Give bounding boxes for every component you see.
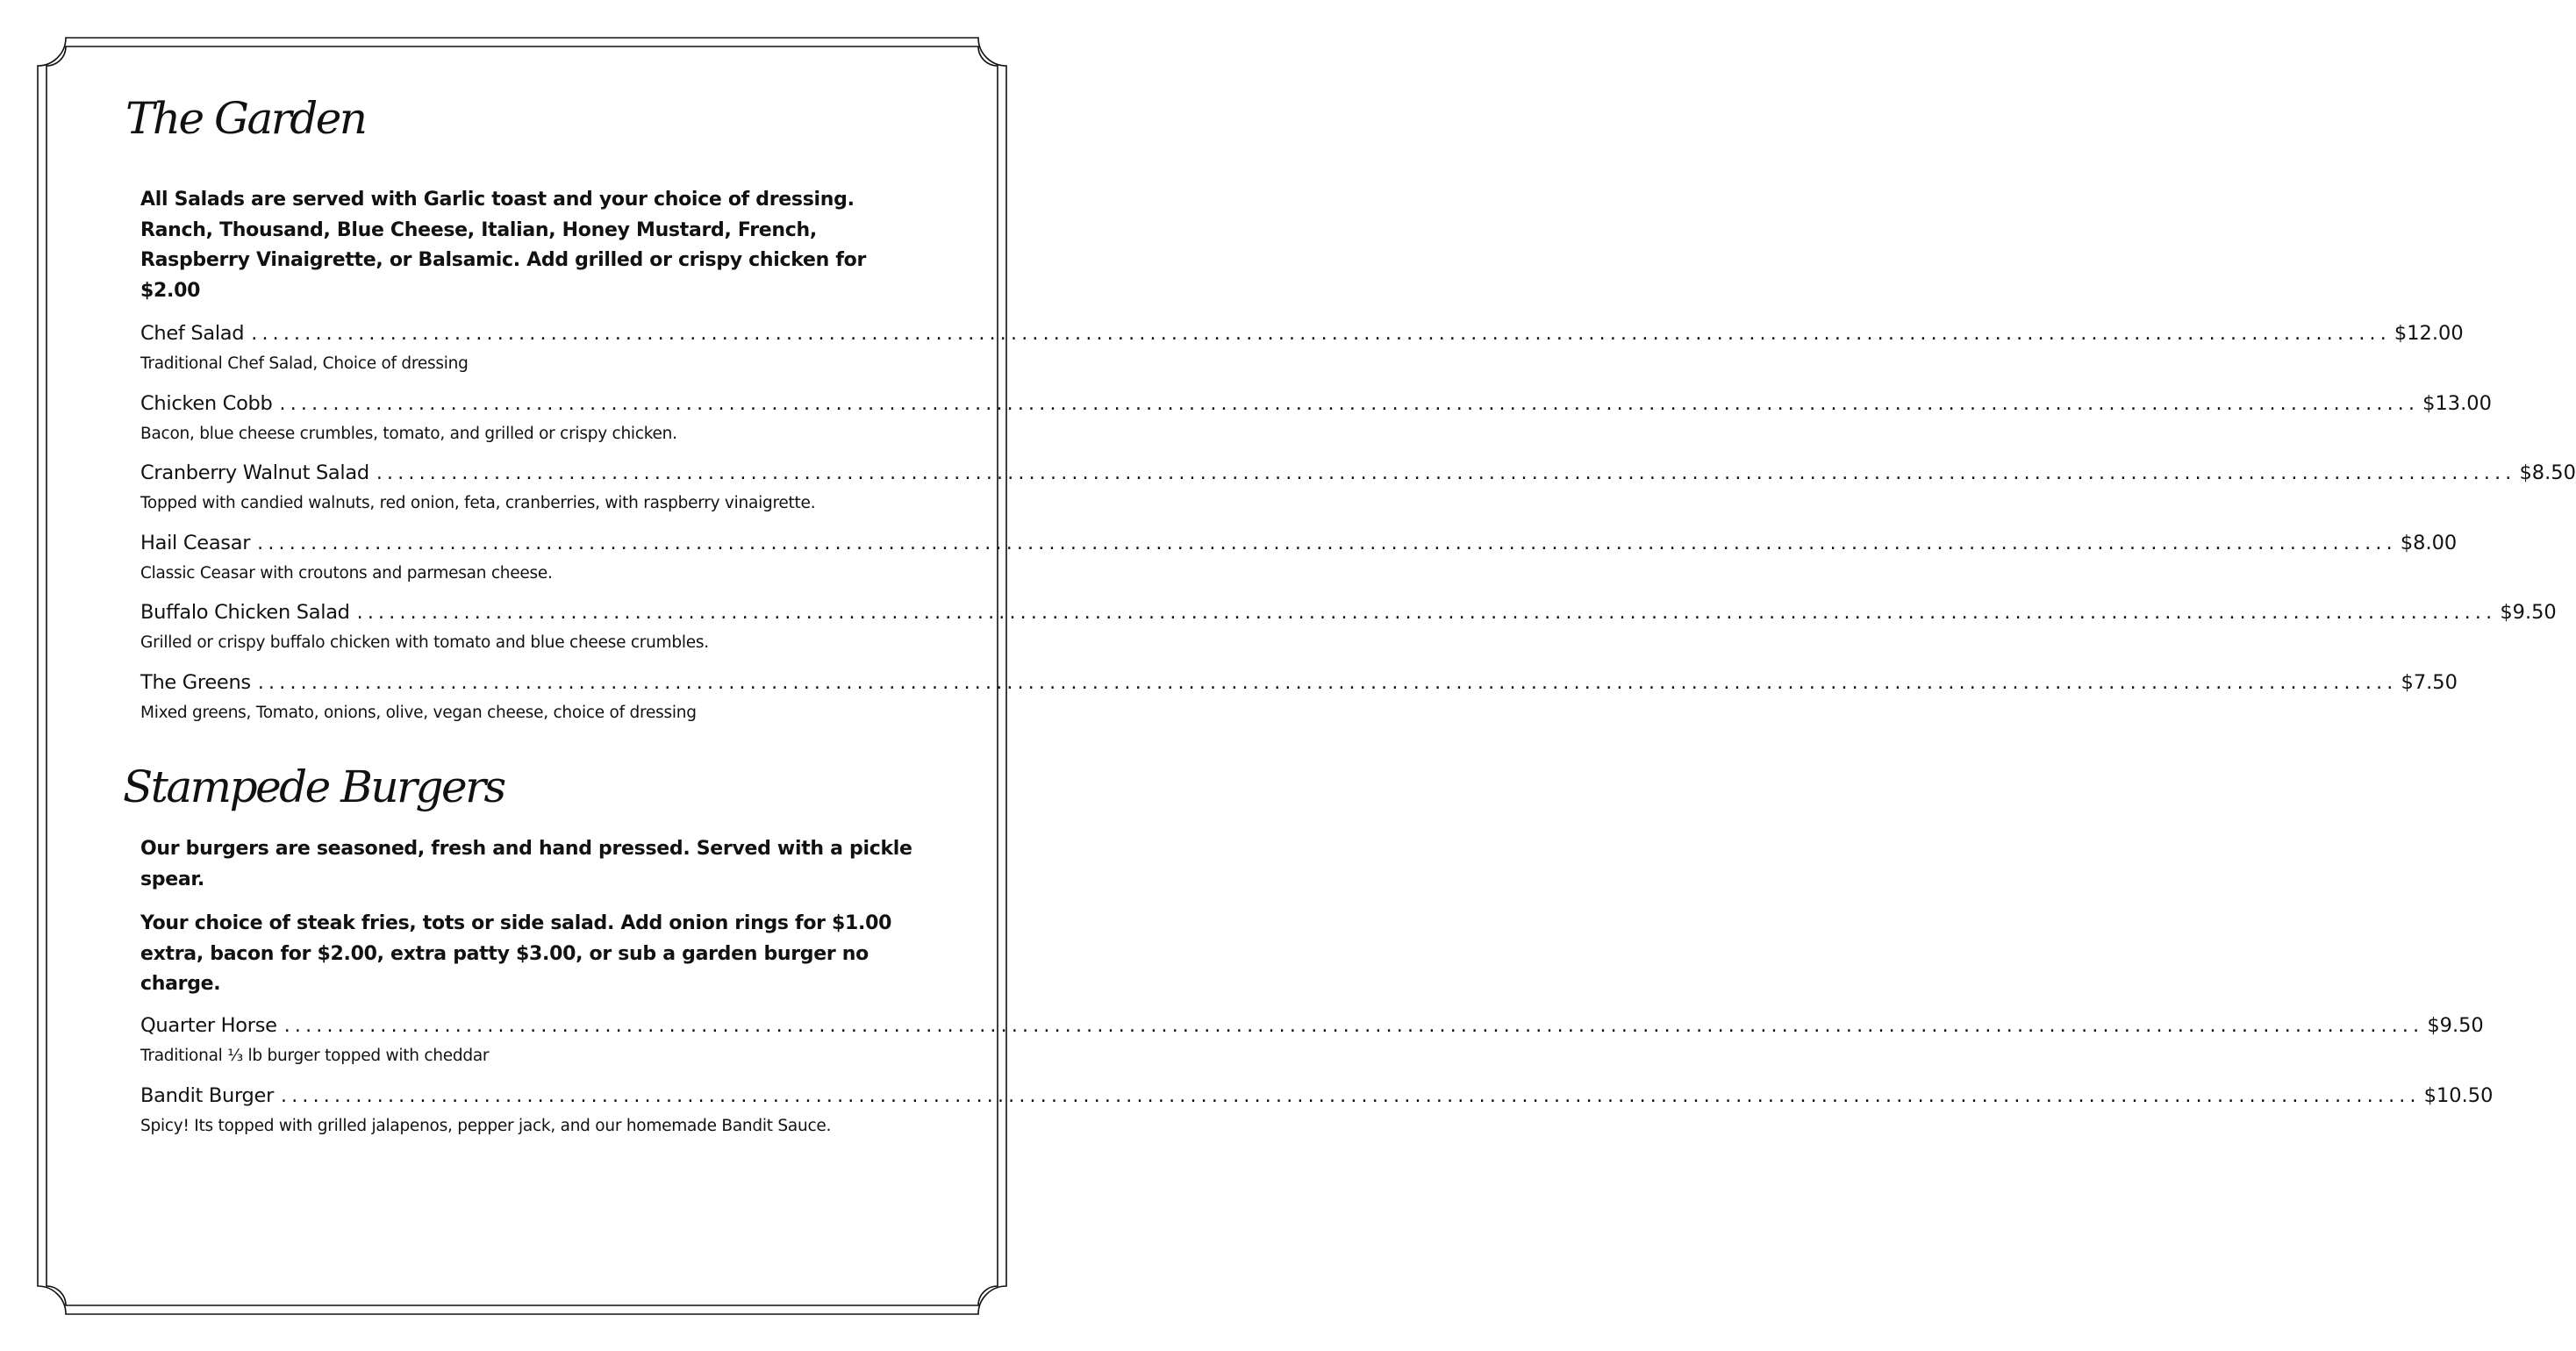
item-name: Quarter Horse	[140, 1014, 277, 1037]
menu-item-buffalo-chicken-salad	[140, 601, 2557, 655]
item-price: $7.50	[2401, 671, 2458, 694]
item-price: $9.50	[2427, 1014, 2484, 1037]
menu-item-the-greens	[140, 671, 2458, 726]
item-description: Spicy! Its topped with grilled jalapenos, pepper jack, and our homemade Bandit Sauce.	[140, 1117, 832, 1135]
menu-item-bandit-burger	[140, 1084, 2494, 1139]
dot-leader: ........................................................................................................................................................................................................	[376, 462, 2516, 484]
item-name: Chef Salad	[140, 322, 245, 345]
item-price: $10.50	[2423, 1084, 2494, 1107]
dot-leader: ........................................................................................................................................................................................................	[283, 1015, 2424, 1037]
dot-leader: ........................................................................................................................................................................................................	[279, 393, 2420, 415]
item-price: $8.00	[2400, 532, 2458, 554]
item-description: Grilled or crispy buffalo chicken with tomato and blue cheese crumbles.	[140, 633, 709, 652]
menu-item-hail-ceasar	[140, 532, 2458, 586]
burgers-sides-text: Your choice of steak fries, tots or side salad. Add onion rings for $1.00 extra, bacon for $2.00, extra patty $3.00, or sub a garden burger no charge.	[140, 912, 892, 995]
item-name: Chicken Cobb	[140, 392, 273, 415]
burgers-intro-text: Our burgers are seasoned, fresh and hand pressed. Served with a pickle spear.	[140, 838, 912, 890]
item-description: Bacon, blue cheese crumbles, tomato, and grilled or crispy chicken.	[140, 425, 677, 443]
menu-item-chef-salad	[140, 322, 2464, 376]
section-heading-burgers: Stampede Burgers	[123, 761, 504, 812]
item-description: Topped with candied walnuts, red onion, feta, cranberries, with raspberry vinaigrette.	[140, 494, 816, 512]
item-price: $9.50	[2500, 601, 2557, 624]
dot-leader: ........................................................................................................................................................................................................	[257, 672, 2398, 694]
item-name: Hail Ceasar	[140, 532, 251, 554]
menu-item-quarter-horse	[140, 1014, 2484, 1069]
menu-item-cranberry-walnut-salad	[140, 461, 2576, 516]
item-name: Cranberry Walnut Salad	[140, 461, 369, 484]
dot-leader: ........................................................................................................................................................................................................	[281, 1085, 2421, 1107]
salads-intro-text: All Salads are served with Garlic toast and your choice of dressing. Ranch, Thousand, Blue Cheese, Italian, Honey Mustard, French, Raspberry Vinaigrette, or Balsamic. Add grilled or crispy chicken for $2.00	[140, 189, 866, 302]
item-description: Classic Ceasar with croutons and parmesan cheese.	[140, 564, 553, 583]
item-description: Traditional Chef Salad, Choice of dressing	[140, 354, 469, 373]
item-name: Buffalo Chicken Salad	[140, 601, 350, 624]
item-name: Bandit Burger	[140, 1084, 275, 1107]
item-price: $8.50	[2519, 461, 2576, 484]
dot-leader: ........................................................................................................................................................................................................	[257, 533, 2397, 554]
item-price: $12.00	[2394, 322, 2464, 345]
item-price: $13.00	[2422, 392, 2492, 415]
menu-item-chicken-cobb	[140, 392, 2492, 447]
section-heading-garden: The Garden	[125, 93, 366, 144]
item-description: Mixed greens, Tomato, onions, olive, vegan cheese, choice of dressing	[140, 704, 697, 722]
dot-leader: ........................................................................................................................................................................................................	[356, 602, 2497, 624]
item-name: The Greens	[140, 671, 251, 694]
item-description: Traditional ⅓ lb burger topped with cheddar	[140, 1047, 490, 1065]
dot-leader: ........................................................................................................................................................................................................	[251, 323, 2391, 345]
